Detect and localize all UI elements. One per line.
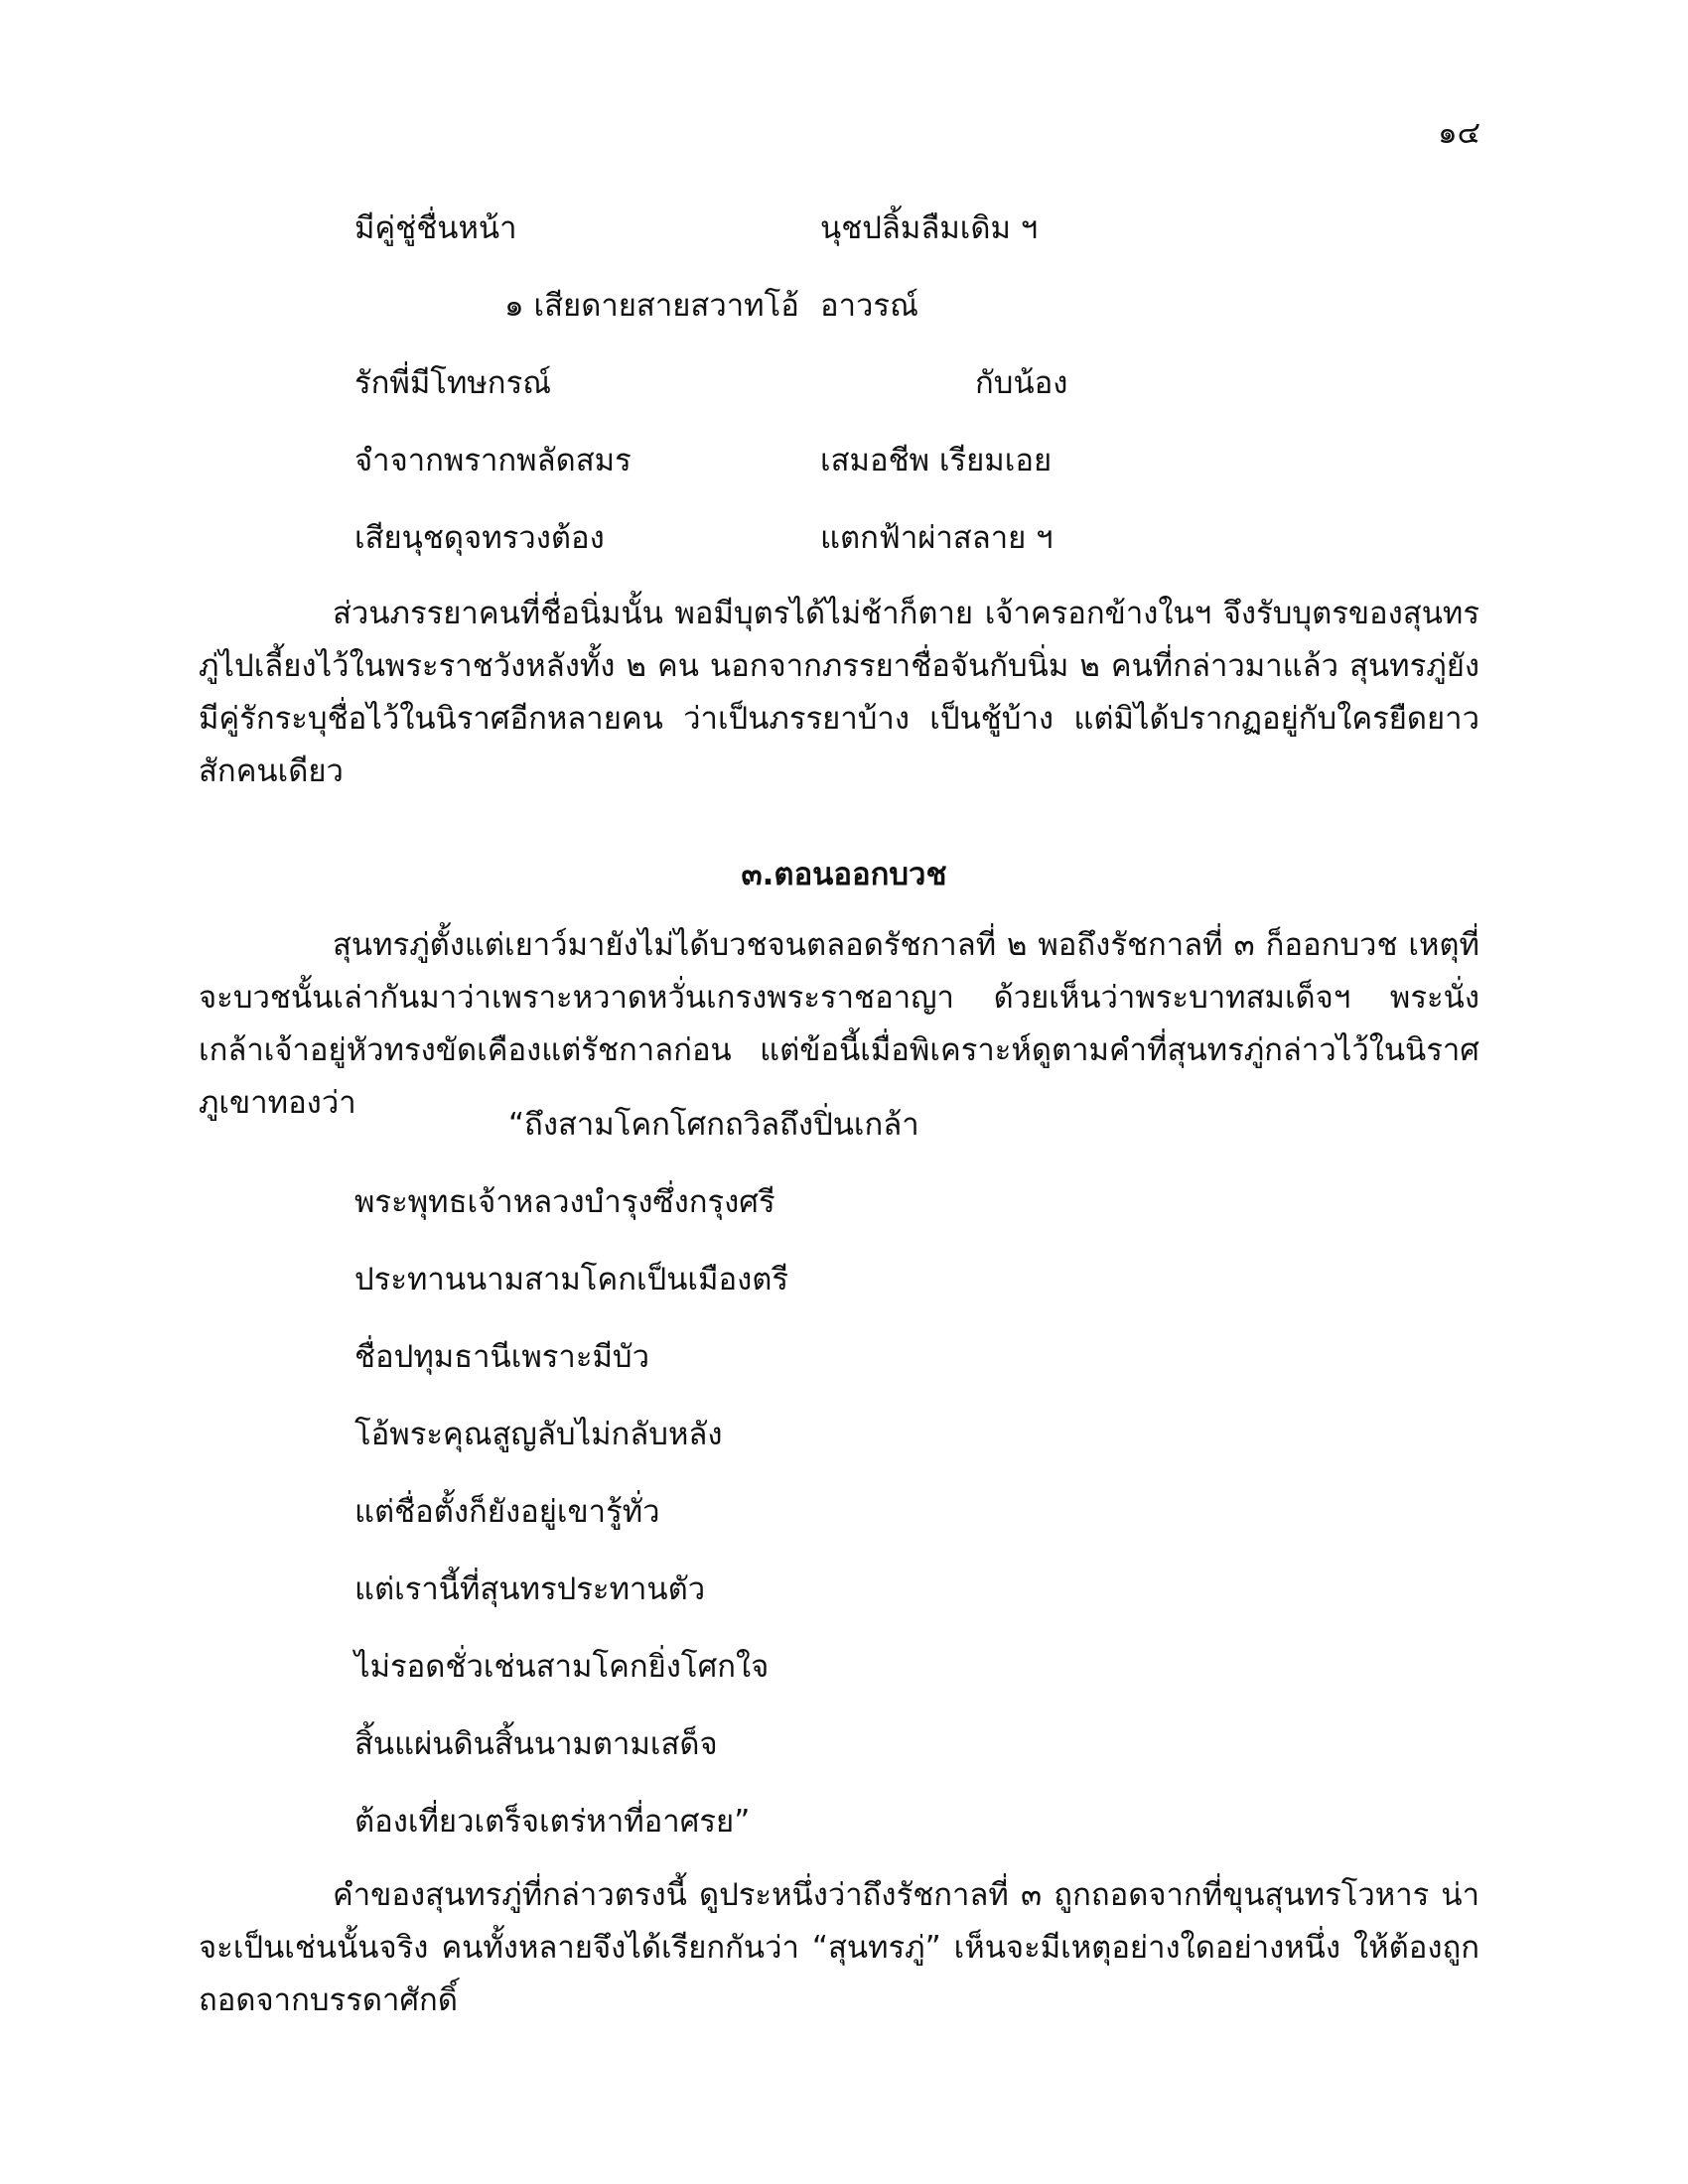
poem2-line: ต้องเที่ยวเตร็จเตร่หาที่อาศรย” [354,1804,751,1840]
poem2-line: “ถึงสามโคกโศกถวิลถึงปิ่นเกล้า [508,1107,919,1143]
section-heading: ๓.ตอนออกบวช [741,857,947,892]
poem1-line4-left: จำจากพรากพลัดสมร [354,443,632,478]
body-paragraph: ส่วนภรรยาคนที่ชื่อนิ่มนั้น พอมีบุตรได้ไม่ช้าก็ตาย เจ้าครอกข้างในฯ จึงรับบุตรของสุนทรภู่ไปเลี้ยงไว้ในพระราชวังหลังทั้ง ๒ คน นอกจากภรรยาชื่อจันกับนิ่ม ๒ คนที่กล่าวมาแล้ว สุนทรภู่ยังมีคู่รักระบุชื่อไว้ในนิราศอีกหลายคน ว่าเป็นภรรยาบ้าง เป็นชู้บ้าง แต่มิได้ปรากฏอยู่กับใครยืดยาวสักคนเดียว [199,596,1479,789]
poem1-line5-right: แตกฟ้าผ่าสลาย ฯ [820,520,1054,556]
poem2-line: แต่เรานี้ที่สุนทรประทานตัว [354,1571,706,1607]
page-number: ๑๔ [1438,115,1481,151]
poem1-line4-right: เสมอชีพ เรียมเอย [820,443,1053,478]
poem1-line5-left: เสียนุชดุจทรวงต้อง [354,520,605,556]
poem1-line3-left: รักพี่มีโทษกรณ์ [354,365,551,401]
poem2-line: ชื่อปทุมธานีเพราะมีบัว [354,1339,649,1375]
poem1-line1-right: นุชปลิ้มลืมเดิม ฯ [820,210,1039,246]
body-paragraph: สุนทรภู่ตั้งแต่เยาว์มายังไม่ได้บวชจนตลอดรัชกาลที่ ๒ พอถึงรัชกาลที่ ๓ ก็ออกบวช เหตุที่จะบวชนั้นเล่ากันมาว่าเพราะหวาดหวั่นเกรงพระราชอาญา ด้วยเห็นว่าพระบาทสมเด็จฯ พระนั่งเกล้าเจ้าอยู่หัวทรงขัดเคืองแต่รัชกาลก่อน แต่ข้อนี้เมื่อพิเคราะห์ดูตามคำที่สุนทรภู่กล่าวไว้ในนิราศภูเขาทองว่า [199,927,1479,1121]
poem2-line: ประทานนามสามโคกเป็นเมืองตรี [354,1262,788,1297]
poem1-line1-left: มีคู่ชู่ชื่นหน้า [354,210,517,246]
poem2-line: สิ้นแผ่นดินสิ้นนามตามเสด็จ [354,1726,718,1762]
poem2-line: แต่ชื่อตั้งก็ยังอยู่เขารู้ทั่ว [354,1494,660,1530]
poem2-line: โอ้พระคุณสูญลับไม่กลับหลัง [354,1417,723,1452]
poem1-line2-left: ๑ เสียดายสายสวาทโอ้ [504,288,799,324]
poem1-line3-right: กับน้อง [975,365,1068,401]
body-paragraph: คำของสุนทรภู่ที่กล่าวตรงนี้ ดูประหนึ่งว่าถึงรัชกาลที่ ๓ ถูกถอดจากที่ขุนสุนทรโวหาร น่าจะเป็นเช่นนั้นจริง คนทั้งหลายจึงได้เรียกกันว่า “สุนทรภู่” เห็นจะมีเหตุอย่างใดอย่างหนึ่ง ให้ต้องถูกถอดจากบรรดาศักดิ์ [199,1877,1479,2018]
poem2-line: พระพุทธเจ้าหลวงบำรุงซึ่งกรุงศรี [354,1184,775,1220]
poem2-line: ไม่รอดชั่วเช่นสามโคกยิ่งโศกใจ [354,1649,770,1685]
poem1-line2-right: อาวรณ์ [820,288,918,324]
